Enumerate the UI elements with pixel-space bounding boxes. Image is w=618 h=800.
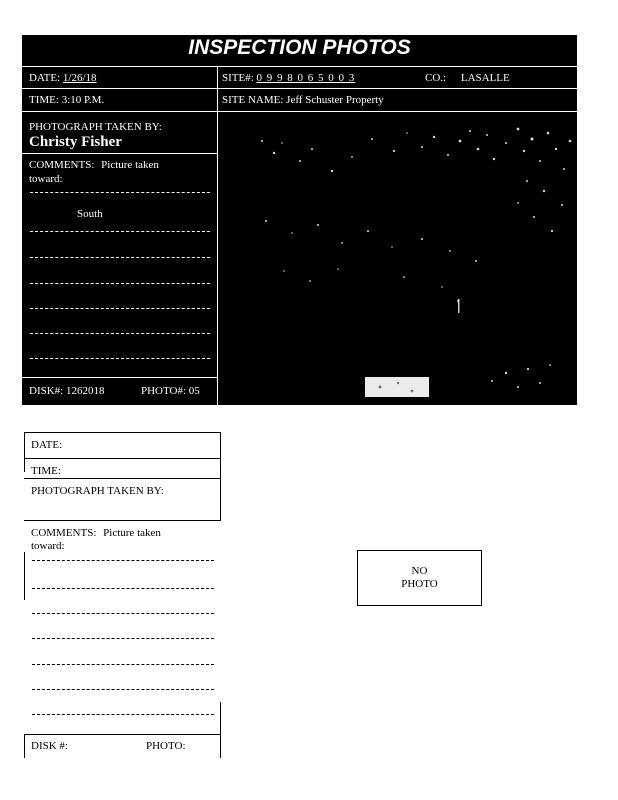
comment-line	[32, 638, 214, 639]
divider	[22, 377, 217, 378]
divider	[220, 432, 221, 482]
divider	[220, 702, 221, 734]
comment-line	[30, 257, 210, 258]
photo-number-value: 05	[188, 385, 200, 397]
photographer-label-2: PHOTOGRAPH TAKEN BY:	[31, 485, 164, 497]
comment-line	[32, 613, 214, 614]
divider	[22, 111, 577, 112]
date-field: DATE: 1/26/18	[29, 72, 97, 84]
time-label-2: TIME:	[31, 465, 61, 477]
divider	[24, 734, 25, 758]
comment-line	[30, 333, 210, 334]
divider	[24, 432, 221, 433]
no-photo-text-1: NO	[411, 565, 428, 577]
divider	[24, 458, 221, 459]
disk-field: DISK#: 1262018	[29, 385, 105, 397]
disk-value: 1262018	[65, 385, 105, 397]
comment-line	[32, 689, 214, 690]
site-name-value: Jeff Schuster Property	[286, 94, 384, 106]
no-photo-text-2: PHOTO	[401, 578, 438, 590]
time-value: 3:10 P.M.	[61, 94, 105, 106]
photographer-label: PHOTOGRAPH TAKEN BY:	[29, 121, 162, 133]
divider	[24, 478, 221, 479]
photo-number-field: PHOTO#: 05	[141, 385, 200, 397]
date-value: 1/26/18	[62, 72, 97, 84]
time-field: TIME: 3:10 P.M.	[29, 94, 105, 106]
no-photo-box	[357, 550, 482, 606]
divider	[24, 520, 221, 521]
divider	[217, 66, 218, 405]
divider	[22, 153, 217, 154]
divider	[22, 88, 577, 89]
divider	[24, 432, 25, 472]
county-value: LASALLE	[460, 72, 510, 84]
comments-text: toward:	[29, 173, 63, 185]
inspection-form-1	[22, 35, 577, 405]
comments-label-2: COMMENTS: Picture taken	[31, 527, 161, 539]
site-number-value: 0 9 9 8 0 6 5 0 0 3	[256, 72, 356, 84]
site-number-field: SITE#: 0 9 9 8 0 6 5 0 0 3	[222, 72, 356, 84]
disk-label-2: DISK #:	[31, 740, 68, 752]
comment-line	[30, 231, 210, 232]
comment-line	[32, 664, 214, 665]
inspection-photograph	[222, 121, 577, 405]
comments-label: COMMENTS: Picture taken	[29, 159, 159, 171]
comment-line	[30, 308, 210, 309]
divider	[220, 734, 221, 758]
divider	[24, 552, 25, 600]
photo-label-2: PHOTO:	[146, 740, 186, 752]
comment-line	[30, 358, 210, 359]
page-title: INSPECTION PHOTOS	[188, 36, 411, 59]
divider	[220, 478, 221, 520]
inspection-form-2	[24, 432, 221, 758]
comments-text-2: toward:	[31, 540, 65, 552]
date-label-2: DATE:	[31, 439, 63, 451]
county-field: CO.: LASALLE	[425, 72, 510, 84]
divider	[22, 66, 577, 67]
comment-line	[30, 192, 210, 193]
photographer-value: Christy Fisher	[29, 134, 122, 150]
site-name-field: SITE NAME: Jeff Schuster Property	[222, 94, 384, 106]
divider	[24, 734, 221, 735]
direction-value: South	[77, 208, 103, 220]
comment-line	[32, 714, 214, 715]
comment-line	[30, 283, 210, 284]
comment-line	[32, 588, 214, 589]
comment-line	[32, 560, 214, 561]
